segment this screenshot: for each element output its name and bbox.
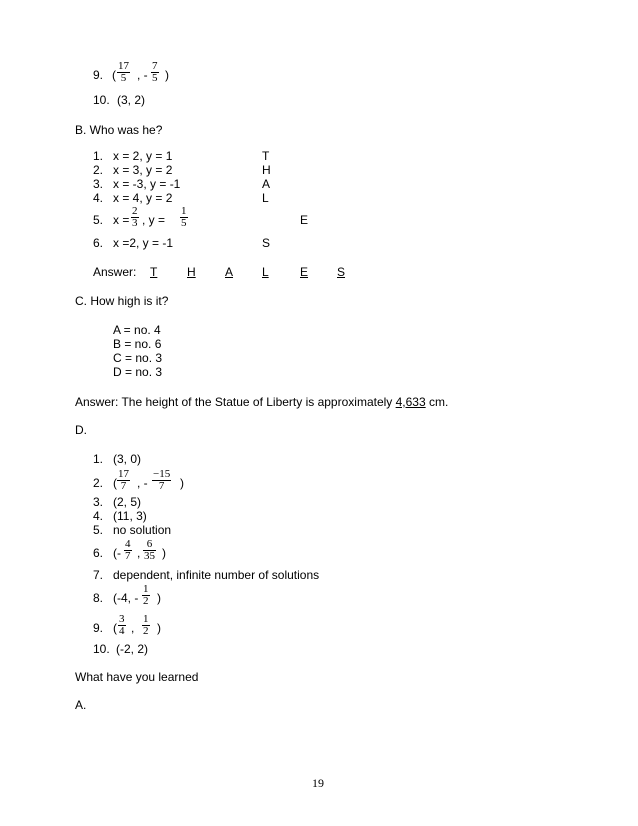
d-item-3-text: (2, 5)	[113, 495, 142, 509]
b-item-5-x-fraction: $\frac{2}{3}$	[132, 205, 138, 229]
d-item-7-number: 7.	[93, 568, 104, 582]
b-item-4-letter: L	[262, 191, 269, 205]
b-item-1-number: 1.	[93, 149, 104, 163]
item-10-text: (3, 2)	[117, 93, 146, 107]
item-10-number: 10.	[93, 93, 110, 107]
d-item-6-fraction-2: $\frac{6}{35}$	[144, 538, 155, 562]
section-b-heading: B. Who was he?	[75, 123, 163, 137]
b-item-1-letter: T	[262, 149, 270, 163]
c-item-d: D = no. 3	[113, 365, 163, 379]
d-item-2-number: 2.	[93, 476, 104, 490]
d-item-9-fraction-2: $\frac{1}{2}$	[143, 613, 149, 637]
d-item-6-fraction-1: $\frac{4}{7}$	[125, 538, 131, 562]
d-item-2-separator: , -	[137, 476, 148, 490]
c-answer-value: 4,633	[395, 395, 426, 409]
d-item-6-close: )	[162, 546, 166, 560]
b-item-2-number: 2.	[93, 163, 104, 177]
b-item-5-letter: E	[300, 213, 309, 227]
d-item-10-number: 10.	[93, 642, 110, 656]
d-item-6-number: 6.	[93, 546, 104, 560]
d-item-5-text: no solution	[113, 523, 172, 537]
section-d-heading: D.	[75, 423, 87, 437]
d-item-9-fraction-1: $\frac{3}{4}$	[119, 613, 125, 637]
learned-subsection-a: A.	[75, 698, 87, 712]
b-item-1-text: x = 2, y = 1	[113, 149, 173, 163]
b-item-6-letter: S	[262, 236, 271, 250]
b-answer-letter-4: L	[262, 265, 269, 279]
c-item-c: C = no. 3	[113, 351, 163, 365]
d-item-2-open: (	[113, 476, 117, 490]
page-number: 19	[312, 776, 324, 790]
b-item-3-text: x = -3, y = -1	[113, 177, 181, 191]
d-item-2-fraction-1: $\frac{17}{7}$	[118, 468, 129, 492]
b-item-5-y-label: , y =	[142, 213, 166, 227]
b-answer-letter-2: H	[187, 265, 196, 279]
item-9-separator: , -	[137, 68, 148, 82]
d-item-6-open: (-	[113, 546, 121, 560]
d-item-8-close: )	[157, 591, 161, 605]
b-item-5-x-label: x =	[113, 213, 130, 227]
item-9-number: 9.	[93, 68, 104, 82]
b-item-4-text: x = 4, y = 2	[113, 191, 173, 205]
b-answer-label: Answer:	[93, 265, 137, 279]
d-item-9-separator: ,	[131, 621, 135, 635]
b-answer-letter-5: E	[300, 265, 309, 279]
b-item-6-text: x =2, y = -1	[113, 236, 174, 250]
d-item-3-number: 3.	[93, 495, 104, 509]
d-item-8-fraction: $\frac{1}{2}$	[143, 583, 149, 607]
item-9-fraction-2: $\frac{7}{5}$	[152, 60, 158, 84]
learned-heading: What have you learned	[75, 670, 199, 684]
b-answer-letter-1: T	[150, 265, 158, 279]
c-item-b: B = no. 6	[113, 337, 162, 351]
d-item-1-text: (3, 0)	[113, 452, 142, 466]
d-item-9-open: (	[113, 621, 117, 635]
b-answer-letter-3: A	[225, 265, 234, 279]
d-item-4-number: 4.	[93, 509, 104, 523]
c-answer-prefix: Answer: The height of the Statue of Liberty is approximately	[75, 395, 396, 409]
b-item-2-text: x = 3, y = 2	[113, 163, 173, 177]
item-9-open: (	[112, 68, 116, 82]
item-9-fraction-1: $\frac{17}{5}$	[118, 60, 129, 84]
section-c-heading: C. How high is it?	[75, 294, 169, 308]
b-item-3-number: 3.	[93, 177, 104, 191]
d-item-2-fraction-2: $\frac{-15}{7}$	[153, 468, 171, 492]
c-answer-suffix: cm.	[425, 395, 449, 409]
d-item-10-text: (-2, 2)	[116, 642, 149, 656]
d-item-6-separator: ,	[137, 546, 141, 560]
d-item-5-number: 5.	[93, 523, 104, 537]
b-item-5-y-fraction: $\frac{1}{5}$	[181, 205, 187, 229]
b-item-3-letter: A	[262, 177, 271, 191]
c-item-a: A = no. 4	[113, 323, 161, 337]
d-item-1-number: 1.	[93, 452, 104, 466]
d-item-7-text: dependent, infinite number of solutions	[113, 568, 320, 582]
d-item-2-close: )	[180, 476, 184, 490]
d-item-9-close: )	[157, 621, 161, 635]
b-answer-letter-6: S	[337, 265, 346, 279]
b-item-6-number: 6.	[93, 236, 104, 250]
item-9-close: )	[165, 68, 169, 82]
c-answer	[75, 395, 448, 409]
b-item-5-number: 5.	[93, 213, 104, 227]
d-item-9-number: 9.	[93, 621, 104, 635]
d-item-8-number: 8.	[93, 591, 104, 605]
b-item-2-letter: H	[262, 163, 271, 177]
d-item-8-open: (-4, -	[113, 591, 139, 605]
b-item-4-number: 4.	[93, 191, 104, 205]
d-item-4-text: (11, 3)	[113, 509, 147, 523]
